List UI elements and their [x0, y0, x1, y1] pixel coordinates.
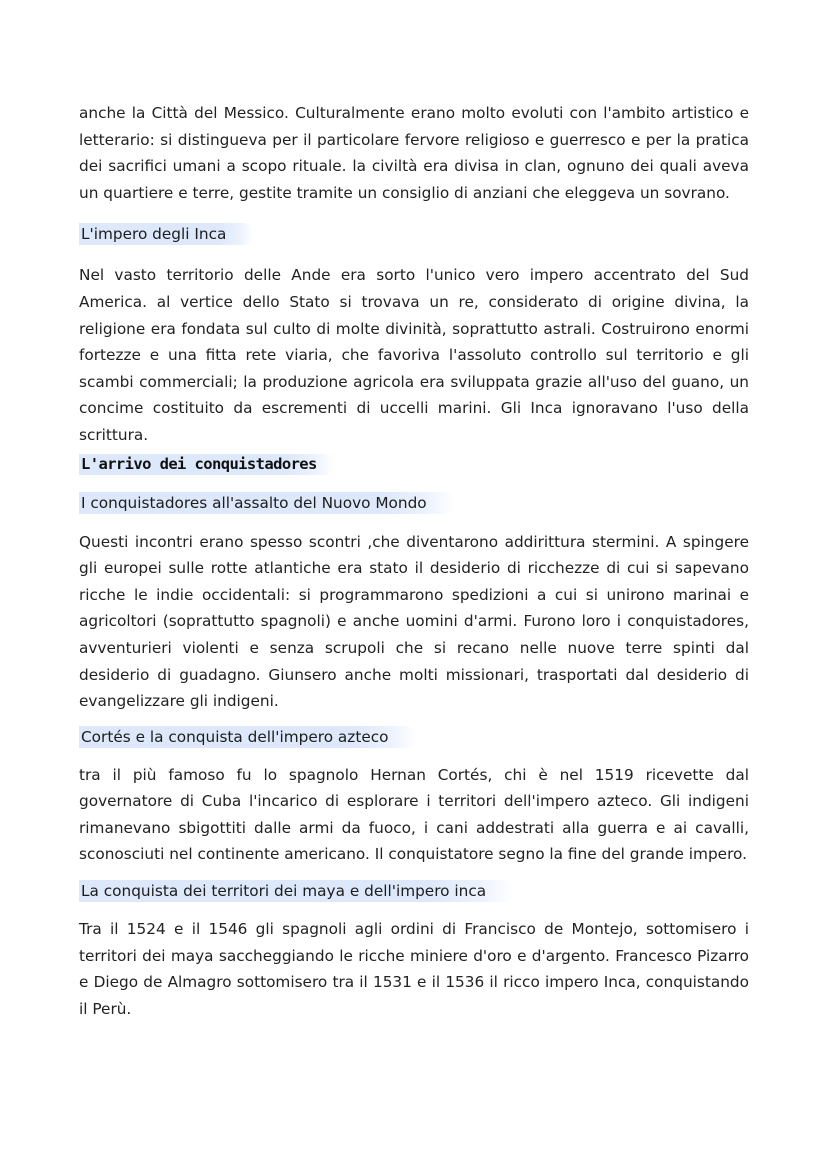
heading-assalto-nuovo-mondo: I conquistadores all'assalto del Nuovo Mondo — [79, 492, 455, 514]
inca-paragraph: Nel vasto territorio delle Ande era sorto l'unico vero impero accentrato del Sud America. al vertice dello Stato si trovava un re, considerato di origine divina, la religione era fondata sul culto di molte divinità, soprattutto astrali. Costruirono enormi fortezze e una fitta rete viaria, che favoriva l'assoluto controllo sul territorio e gli scambi commerciali; la produzione agricola era sviluppata grazie all'uso del guano, un concime costituito da escrementi di uccelli marini. Gli Inca ignoravano l'uso della scrittura. — [79, 266, 749, 444]
document-page — [79, 100, 749, 1022]
heading-impero-inca: L'impero degli Inca — [79, 223, 254, 245]
assalto-paragraph: Questi incontri erano spesso scontri ,che diventarono addirittura stermini. A spingere gli europei sulle rotte atlantiche era stato il desiderio di ricchezze di cui si sapevano ricche le indie occidentali: si programmarono spedizioni a cui si unirono marinai e agricoltori (soprattutto spagnoli) e anche uomini d'armi. Furono loro i conquistadores, avventurieri violenti e senza scrupoli che si recano nelle nuove terre spinti dal desiderio di guadagno. Giunsero anche molti missionari, trasportati dal desiderio di evangelizzare gli indigeni. — [79, 532, 749, 711]
heading-conquista-maya-inca: La conquista dei territori dei maya e dell'impero inca — [79, 880, 514, 902]
maya-paragraph: Tra il 1524 e il 1546 gli spagnoli agli ordini di Francisco de Montejo, sottomisero i territori dei maya saccheggiando le ricche miniere d'oro e d'argento. Francesco Pizarro e Diego de Almagro sottomisero tra il 1531 e il 1536 il ricco impero Inca, conquistando il Perù. — [79, 920, 749, 1018]
intro-paragraph: anche la Città del Messico. Culturalmente erano molto evoluti con l'ambito artistico e letterario: si distingueva per il particolare fervore religioso e guerresco e per la pratica dei sacrifici umani a scopo rituale. la civiltà era divisa in clan, ognuno dei quali aveva un quartiere e terre, gestite tramite un consiglio di anziani che eleggeva un sovrano. — [79, 104, 749, 202]
section-heading-conquistadores: L'arrivo dei conquistadores — [79, 454, 335, 475]
heading-cortes-impero-azteco: Cortés e la conquista dell'impero azteco — [79, 726, 417, 748]
cortes-paragraph: tra il più famoso fu lo spagnolo Hernan Cortés, chi è nel 1519 ricevette dal governatore di Cuba l'incarico di esplorare i territori dell'impero azteco. Gli indigeni rimanevano sbigottiti dalle armi da fuoco, i cani addestrati alla guerra e ai cavalli, sconosciuti nel continente americano. Il conquistatore segno la fine del grande impero. — [79, 765, 749, 864]
